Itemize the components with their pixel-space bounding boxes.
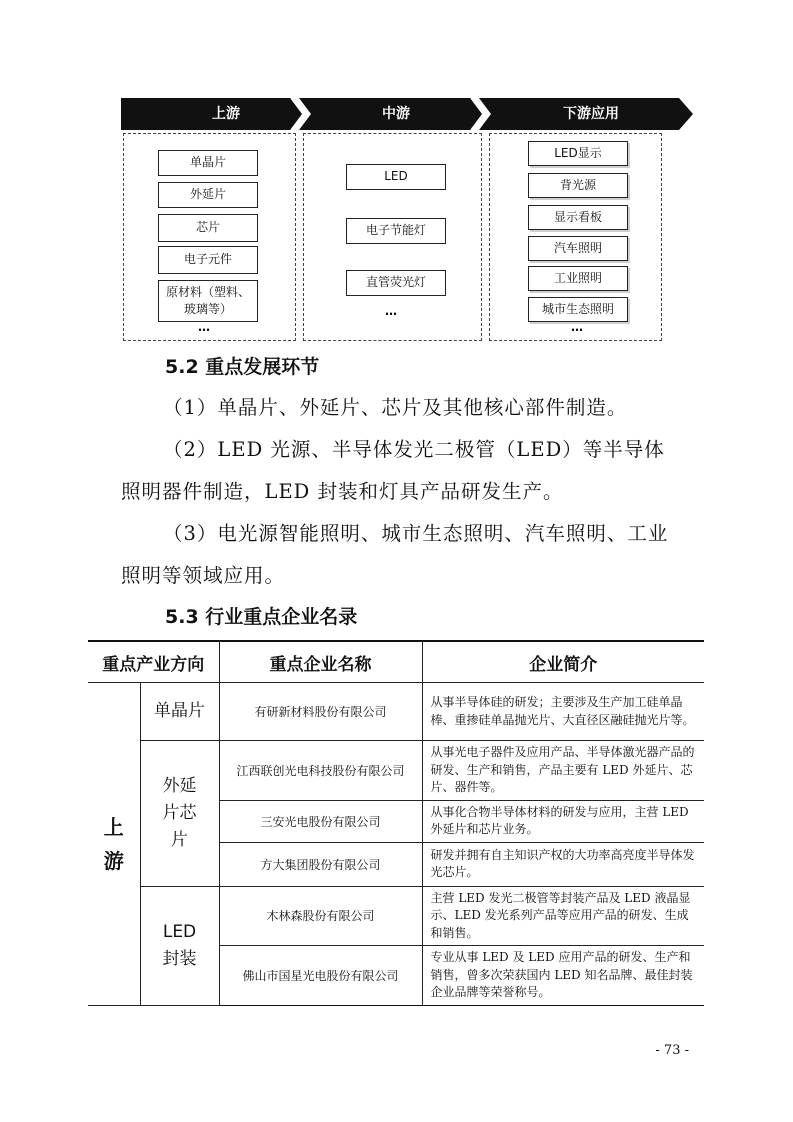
company-name: 有研新材料股份有限公司 [219,683,422,741]
table-row [88,886,704,946]
company-name: 木林森股份有限公司 [219,886,422,946]
downstream-item-auto-lighting: 汽车照明 [528,236,628,261]
upstream-ellipsis: … [198,320,210,334]
page-number-text: - 73 - [655,1043,689,1058]
header-direction: 重点产业方向 [88,641,219,683]
downstream-item-industrial-lighting: 工业照明 [528,266,628,291]
company-intro: 研发并拥有自主知识产权的大功率高亮度半导体发光芯片。 [422,842,704,886]
upstream-item-raw-material: 原材料（塑料、玻璃等） [158,280,258,322]
section-heading-5-3: 5.3 行业重点企业名录 [165,606,358,628]
table-header-row [88,641,704,683]
company-intro: 从事化合物半导体材料的研发与应用，主营 LED 外延片和芯片业务。 [422,800,704,842]
stage-label-downstream: 下游应用 [563,106,619,122]
downstream-item-backlight: 背光源 [528,173,628,198]
table-row [88,683,704,741]
section-heading-5-2: 5.2 重点发展环节 [165,356,320,378]
paragraph-2 [121,429,677,513]
upstream-item-electronic-component: 电子元件 [158,246,258,274]
sub-direction-cell [140,741,219,887]
table-row [88,741,704,801]
sub-direction-cell: 单晶片 [140,683,219,741]
downstream-item-display-board: 显示看板 [528,205,628,230]
sub-direction-label: LED封装 [162,921,197,969]
header-company-name: 重点企业名称 [219,641,422,683]
sub-direction-cell [140,886,219,1005]
company-intro: 从事光电子器件及应用产品、半导体激光器产品的研发、生产和销售，产品主要有 LED 外延片、芯片、器件等。 [422,741,704,801]
stage-label-upstream: 上游 [212,106,240,122]
direction-cell [88,683,140,1006]
header-company-intro: 企业简介 [422,641,704,683]
company-intro: 从事半导体硅的研发；主要涉及生产加工硅单晶棒、重掺硅单晶抛光片、大直径区融硅抛光片等。 [422,683,704,741]
midstream-item-led: LED [346,164,446,190]
paragraph-2-text: （2）LED 光源、半导体发光二极管（LED）等半导体照明器件制造，LED 封装和灯具产品研发生产。 [121,438,665,503]
direction-label: 上游 [103,814,124,873]
stage-arrow-bar [121,98,693,130]
company-intro: 主营 LED 发光二极管等封装产品及 LED 液晶显示、LED 发光系列产品等应用产品的研发、生成和销售。 [422,886,704,946]
company-name: 江西联创光电科技股份有限公司 [219,741,422,801]
company-name: 佛山市国星光电股份有限公司 [219,946,422,1006]
paragraph-1-text: （1）单晶片、外延片、芯片及其他核心部件制造。 [163,396,628,419]
downstream-item-urban-eco-lighting: 城市生态照明 [528,297,628,322]
stage-label-midstream: 中游 [382,106,410,122]
company-name: 方大集团股份有限公司 [219,842,422,886]
midstream-item-fluorescent-lamp: 直管荧光灯 [346,270,446,296]
midstream-item-energy-saving-lamp: 电子节能灯 [346,218,446,244]
paragraph-3-text: （3）电光源智能照明、城市生态照明、汽车照明、工业照明等领域应用。 [121,522,669,587]
sub-direction-label: 外延片芯片 [162,775,197,850]
upstream-item-chip: 芯片 [158,214,258,242]
midstream-ellipsis: … [385,304,397,318]
company-name: 三安光电股份有限公司 [219,800,422,842]
upstream-item-wafer: 单晶片 [158,150,258,176]
enterprise-table [88,640,704,1006]
paragraph-3 [121,513,677,597]
company-intro: 专业从事 LED 及 LED 应用产品的研发、生产和销售，曾多次荣获国内 LED 知名品牌、最佳封装企业品牌等荣誉称号。 [422,946,704,1006]
upstream-item-epitaxy: 外延片 [158,182,258,208]
downstream-ellipsis: … [571,320,583,334]
paragraph-1 [121,387,677,429]
downstream-item-led-display: LED显示 [528,141,628,166]
